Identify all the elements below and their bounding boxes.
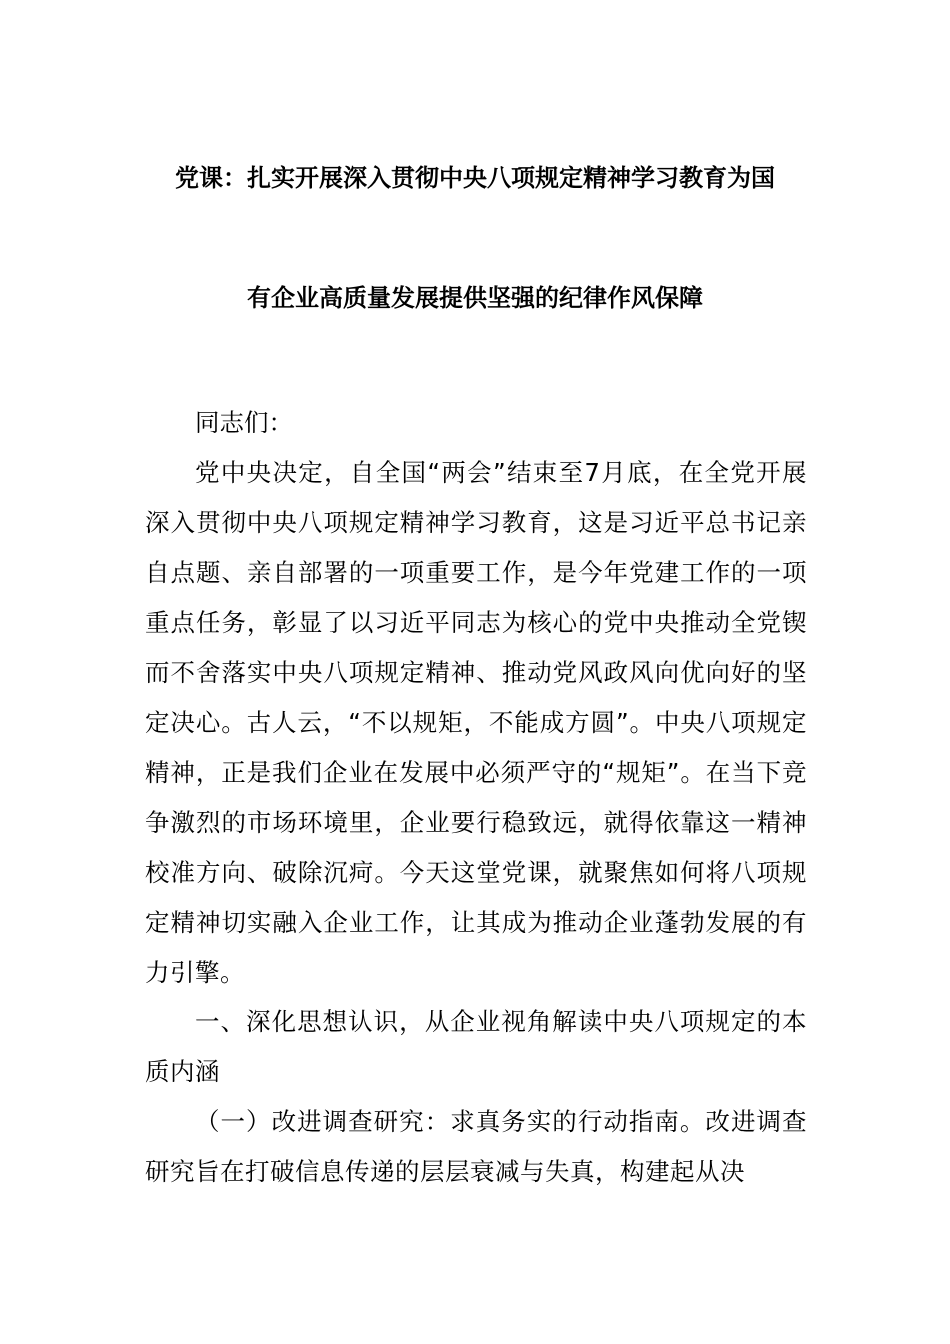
salutation: 同志们：	[195, 408, 293, 437]
section-heading-1: 一、深化思想认识，从企业视角解读中央八项规定的本质内涵	[145, 1007, 807, 1086]
document-title-line-1: 党课：扎实开展深入贯彻中央八项规定精神学习教育为国	[175, 164, 775, 192]
paragraph-subsection-1: （一）改进调查研究：求真务实的行动指南。改进调查研究旨在打破信息传递的层层衰减与失真，构建起从决	[145, 1107, 807, 1186]
document-title-line-2: 有企业高质量发展提供坚强的纪律作风保障	[247, 284, 703, 312]
paragraph-intro: 党中央决定，自全国“两会”结束至7月底，在全党开展深入贯彻中央八项规定精神学习教育，这是习近平总书记亲自点题、亲自部署的一项重要工作，是今年党建工作的一项重点任务，彰显了以习近平同志为核心的党中央推动全党锲而不舍落实中央八项规定精神、推动党风政风向优向好的坚定决心。古人云，“不以规矩，不能成方圆”。中央八项规定精神，正是我们企业在发展中必须严守的“规矩”。在当下竞争激烈的市场环境里，企业要行稳致远，就得依靠这一精神校准方向、破除沉疴。今天这堂党课，就聚焦如何将八项规定精神切实融入企业工作，让其成为推动企业蓬勃发展的有力引擎。	[145, 458, 807, 987]
